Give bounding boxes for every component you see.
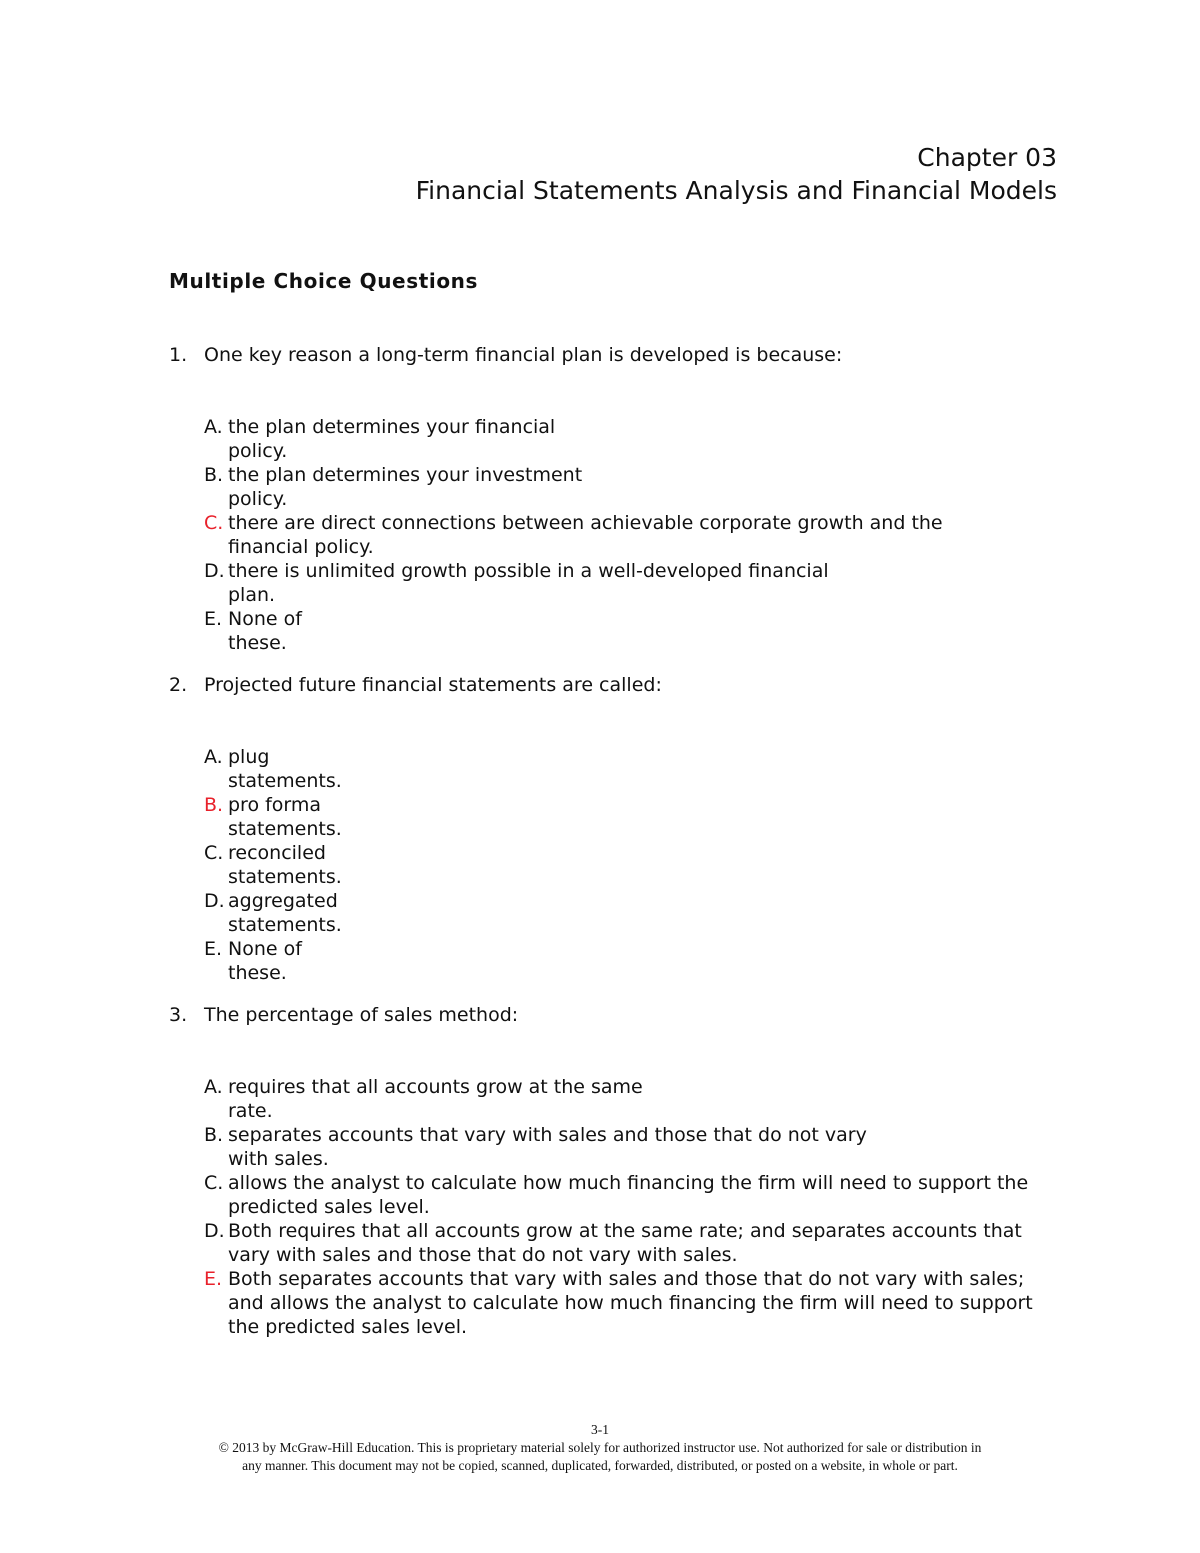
option-text: the plan determines your financial policy. (228, 416, 556, 462)
option-e (204, 937, 662, 985)
chapter-number: Chapter 03 (917, 143, 1057, 172)
option-letter: E. (204, 608, 223, 630)
page-number: 3-1 (591, 1422, 609, 1437)
option-letter: B. (204, 464, 224, 486)
option-letter: A. (204, 1076, 223, 1098)
option-letter-correct: E. (204, 1268, 223, 1290)
option-text: there are direct connections between achievable corporate growth and the financial policy. (228, 512, 943, 558)
option-c (204, 1171, 1033, 1219)
option-text: the plan determines your investment policy. (228, 464, 583, 510)
option-b (204, 463, 943, 511)
question-number: 2. (169, 674, 188, 696)
answer-options (204, 415, 943, 655)
option-b (204, 1123, 1033, 1171)
option-letter: C. (204, 1172, 224, 1194)
option-letter: B. (204, 1124, 224, 1146)
chapter-header (416, 142, 1057, 208)
answer-options (204, 1075, 1033, 1339)
option-letter: D. (204, 890, 225, 912)
option-text: None of these. (228, 608, 302, 654)
option-e-correct (204, 1267, 1033, 1339)
option-letter: E. (204, 938, 223, 960)
option-text: plug statements. (228, 746, 342, 792)
page-footer (0, 1421, 1200, 1475)
option-text: separates accounts that vary with sales and those that do not vary with sales. (228, 1124, 867, 1170)
option-c-correct (204, 511, 943, 559)
option-letter-correct: B. (204, 794, 224, 816)
copyright-line-2: any manner. This document may not be copied, scanned, duplicated, forwarded, distributed, or posted on a website, in whole or part. (242, 1458, 958, 1473)
option-text: reconciled statements. (228, 842, 342, 888)
option-letter: D. (204, 1220, 225, 1242)
option-text: there is unlimited growth possible in a well-developed financial plan. (228, 560, 829, 606)
option-letter-correct: C. (204, 512, 224, 534)
question-stem: One key reason a long-term financial plan is developed is because: (204, 344, 843, 366)
question-stem: The percentage of sales method: (204, 1004, 519, 1026)
option-text: Both requires that all accounts grow at the same rate; and separates accounts that vary with sales and those that do not vary with sales. (228, 1220, 1022, 1266)
option-letter: D. (204, 560, 225, 582)
option-a (204, 1075, 1033, 1123)
chapter-title: Financial Statements Analysis and Financial Models (415, 176, 1057, 205)
option-c (204, 841, 662, 889)
question-2 (169, 673, 662, 985)
option-text: Both separates accounts that vary with sales and those that do not vary with sales; and allows the analyst to calculate how much financing the firm will need to support the predicted sales level. (228, 1268, 1033, 1338)
question-3 (169, 1003, 1033, 1339)
option-text: pro forma statements. (228, 794, 342, 840)
option-a (204, 745, 662, 793)
option-text: aggregated statements. (228, 890, 342, 936)
question-number: 3. (169, 1004, 188, 1026)
option-letter: A. (204, 746, 223, 768)
option-d (204, 1219, 1033, 1267)
option-text: requires that all accounts grow at the same rate. (228, 1076, 643, 1122)
option-letter: C. (204, 842, 224, 864)
question-stem: Projected future financial statements are called: (204, 674, 662, 696)
option-a (204, 415, 943, 463)
answer-options (204, 745, 662, 985)
section-title: Multiple Choice Questions (169, 269, 479, 293)
option-d (204, 889, 662, 937)
option-letter: A. (204, 416, 223, 438)
question-1 (169, 343, 943, 655)
option-e (204, 607, 943, 655)
option-text: None of these. (228, 938, 302, 984)
copyright-line-1: © 2013 by McGraw-Hill Education. This is proprietary material solely for authorized instructor use. Not authorized for sale or distribution in (218, 1440, 982, 1455)
option-text: allows the analyst to calculate how much financing the firm will need to support the predicted sales level. (228, 1172, 1029, 1218)
option-b-correct (204, 793, 662, 841)
question-number: 1. (169, 344, 188, 366)
option-d (204, 559, 943, 607)
